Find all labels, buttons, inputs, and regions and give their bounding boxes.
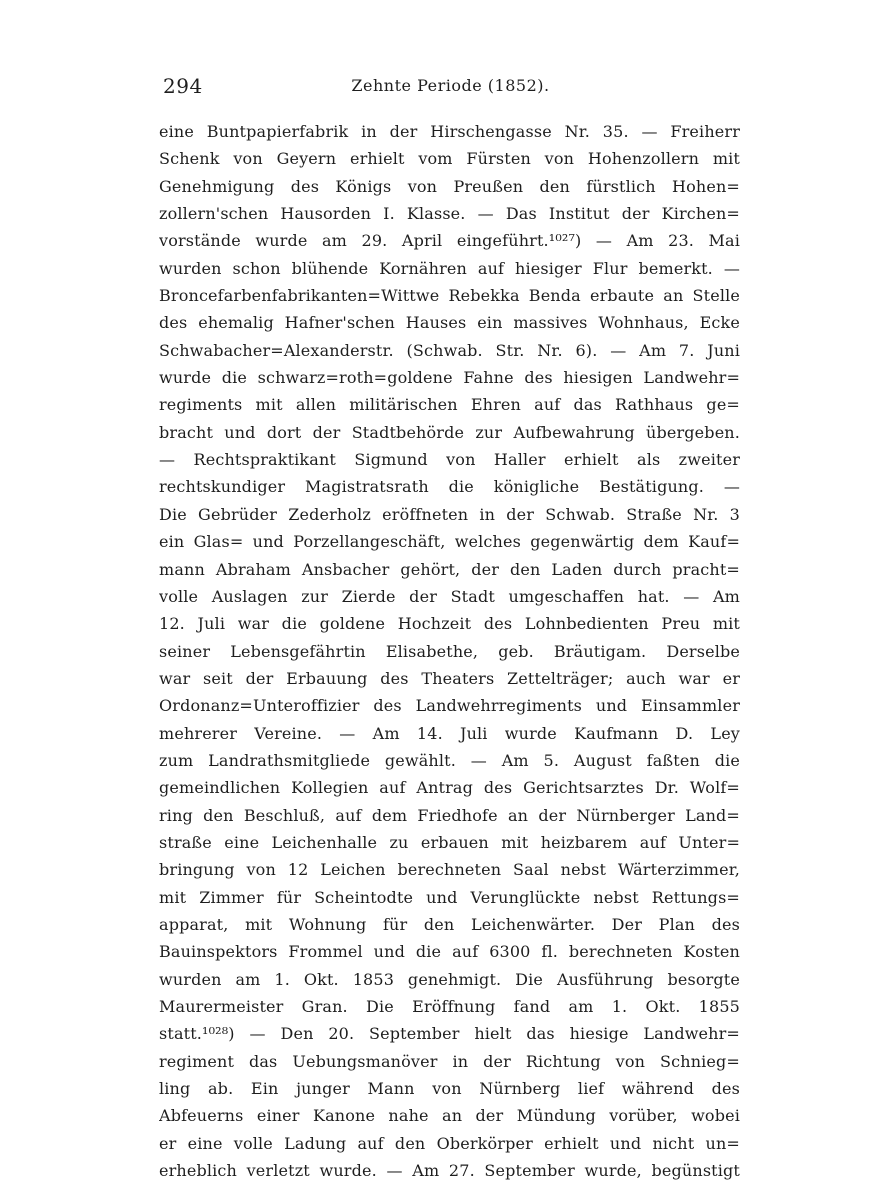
text-line: — Rechtspraktikant Sigmund von Haller erhielt als zweiter (159, 450, 740, 470)
text-line: ling ab. Ein junger Mann von Nürnberg lief während des (159, 1079, 740, 1099)
text-line: regiment das Uebungsmanöver in der Richtung von Schnieg= (159, 1051, 740, 1071)
text-line: Genehmigung des Königs von Preußen den fürstlich Hohen= (159, 176, 740, 196)
text-line: Ordonanz=Unteroffizier des Landwehrregiments und Einsammler (159, 696, 740, 716)
text-line: Schenk von Geyern erhielt vom Fürsten von Hohenzollern mit (159, 149, 740, 169)
text-line: straße eine Leichenhalle zu erbauen mit heizbarem auf Unter= (159, 832, 740, 852)
text-line: apparat, mit Wohnung für den Leichenwärter. Der Plan des (159, 914, 740, 934)
text-line: gemeindlichen Kollegien auf Antrag des Gerichtsarztes Dr. Wolf= (159, 778, 740, 798)
running-title: Zehnte Periode (1852). (351, 76, 550, 95)
page-header (163, 72, 738, 106)
page-number: 294 (163, 74, 203, 98)
text-line: Bauinspektors Frommel und die auf 6300 fl. berechneten Kosten (159, 942, 740, 962)
text-line: mit Zimmer für Scheintodte und Verunglückte nebst Rettungs= (159, 887, 740, 907)
text-line: bringung von 12 Leichen berechneten Saal nebst Wärterzimmer, (159, 860, 740, 880)
text-line: er eine volle Ladung auf den Oberkörper erhielt und nicht un= (159, 1133, 740, 1153)
text-line: Die Gebrüder Zederholz eröffneten in der Schwab. Straße Nr. 3 (159, 504, 740, 524)
text-line: ein Glas= und Porzellangeschäft, welches gegenwärtig dem Kauf= (159, 532, 740, 552)
text-line: rechtskundiger Magistratsrath die königliche Bestätigung. — (159, 477, 740, 497)
text-line: war seit der Erbauung des Theaters Zettelträger; auch war er (159, 668, 740, 688)
text-line: ring den Beschluß, auf dem Friedhofe an der Nürnberger Land= (159, 805, 740, 825)
text-line: Schwabacher=Alexanderstr. (Schwab. Str. Nr. 6). — Am 7. Juni (159, 340, 740, 360)
text-line: mann Abraham Ansbacher gehört, der den Laden durch pracht= (159, 559, 740, 579)
text-line: zum Landrathsmitgliede gewählt. — Am 5. August faßten die (159, 750, 740, 770)
text-line: wurden schon blühende Kornähren auf hiesiger Flur bemerkt. — (159, 258, 740, 278)
text-line: 12. Juli war die goldene Hochzeit des Lohnbedienten Preu mit (159, 614, 740, 634)
text-line: statt.¹⁰²⁸) — Den 20. September hielt das hiesige Landwehr= (159, 1024, 740, 1044)
text-line: zollern'schen Hausorden I. Klasse. — Das Institut der Kirchen= (159, 204, 740, 224)
text-line: volle Auslagen zur Zierde der Stadt umgeschaffen hat. — Am (159, 586, 740, 606)
text-line: Broncefarbenfabrikanten=Wittwe Rebekka Benda erbaute an Stelle (159, 286, 740, 306)
text-line: erheblich verletzt wurde. — Am 27. September wurde, begünstigt (159, 1161, 740, 1181)
body-text (159, 118, 740, 1184)
text-line: Abfeuerns einer Kanone nahe an der Mündung vorüber, wobei (159, 1106, 740, 1126)
text-line: wurde die schwarz=roth=goldene Fahne des hiesigen Landwehr= (159, 368, 740, 388)
text-line: eine Buntpapierfabrik in der Hirschengasse Nr. 35. — Freiherr (159, 122, 740, 141)
text-line: regiments mit allen militärischen Ehren auf das Rathhaus ge= (159, 395, 740, 415)
text-line: vorstände wurde am 29. April eingeführt.¹⁰²⁷) — Am 23. Mai (159, 231, 740, 251)
text-line: seiner Lebensgefährtin Elisabethe, geb. Bräutigam. Derselbe (159, 641, 740, 661)
text-line: wurden am 1. Okt. 1853 genehmigt. Die Ausführung besorgte (159, 969, 740, 989)
text-line: bracht und dort der Stadtbehörde zur Aufbewahrung übergeben. (159, 422, 740, 442)
text-line: Maurermeister Gran. Die Eröffnung fand am 1. Okt. 1855 (159, 997, 740, 1016)
text-line: mehrerer Vereine. — Am 14. Juli wurde Kaufmann D. Ley (159, 723, 740, 743)
text-line: des ehemalig Hafner'schen Hauses ein massives Wohnhaus, Ecke (159, 313, 740, 333)
